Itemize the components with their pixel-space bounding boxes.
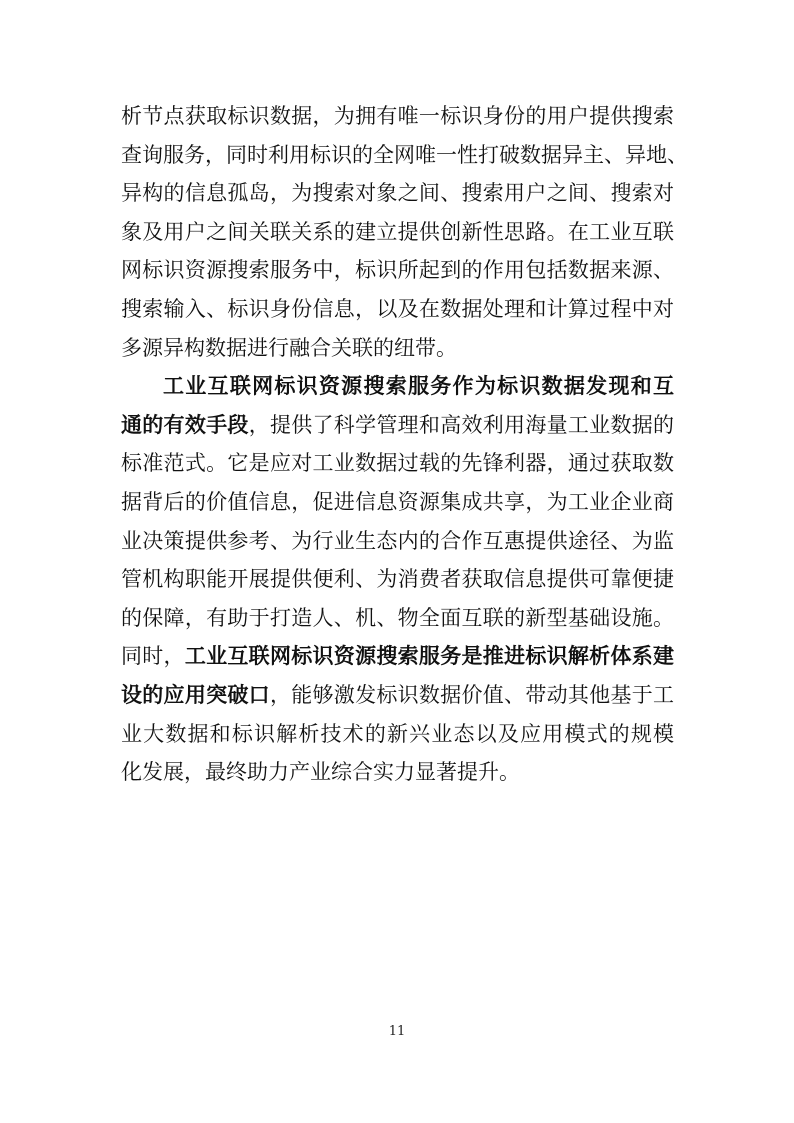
bold-phrase: 工业互联网标识资源搜索服务是推进标识解析体系建 bbox=[184, 643, 675, 669]
text-line-mixed bbox=[121, 676, 674, 715]
text-line: 管机构职能开展提供便利、为消费者获取信息提供可靠便捷 bbox=[121, 567, 674, 592]
bold-phrase: 通的有效手段 bbox=[121, 411, 249, 437]
text-line: 网标识资源搜索服务中，标识所起到的作用包括数据来源、 bbox=[121, 258, 674, 283]
text-span: ，能够激发标识数据价值、带动其他基于工 bbox=[269, 682, 675, 707]
text-line: 据背后的价值信息，促进信息资源集成共享，为工业企业商 bbox=[121, 489, 674, 514]
text-line: 业大数据和标识解析技术的新兴业态以及应用模式的规模 bbox=[121, 721, 674, 746]
text-line: 查询服务，同时利用标识的全网唯一性打破数据异主、异地、 bbox=[121, 142, 688, 167]
text-line: 业决策提供参考、为行业生态内的合作互惠提供途径、为监 bbox=[121, 528, 674, 553]
text-line: 象及用户之间关联关系的建立提供创新性思路。在工业互联 bbox=[121, 219, 674, 244]
bold-phrase: 设的应用突破口 bbox=[121, 681, 270, 707]
page-number: 11 bbox=[388, 1024, 406, 1039]
paragraph-2 bbox=[121, 367, 674, 792]
text-line: 化发展，最终助力产业综合实力显著提升。 bbox=[121, 760, 520, 785]
text-span: ，提供了科学管理和高效利用海量工业数据的 bbox=[248, 412, 675, 437]
document-body bbox=[121, 97, 688, 792]
text-line: 多源异构数据进行融合关联的纽带。 bbox=[121, 335, 457, 360]
paragraph-1 bbox=[121, 97, 688, 367]
text-line: 的保障，有助于打造人、机、物全面互联的新型基础设施。 bbox=[121, 605, 674, 630]
text-line-mixed bbox=[121, 406, 674, 445]
text-line: 搜索输入、标识身份信息，以及在数据处理和计算过程中对 bbox=[121, 296, 674, 321]
text-line: 异构的信息孤岛，为搜索对象之间、搜索用户之间、搜索对 bbox=[121, 181, 674, 206]
text-line-bold: 工业互联网标识资源搜索服务作为标识数据发现和互 bbox=[163, 373, 674, 399]
text-span: 同时， bbox=[121, 644, 185, 669]
text-line: 析节点获取标识数据，为拥有唯一标识身份的用户提供搜索 bbox=[121, 104, 674, 128]
text-line: 标准范式。它是应对工业数据过载的先锋利器，通过获取数 bbox=[121, 451, 674, 476]
text-line-mixed bbox=[121, 637, 674, 676]
